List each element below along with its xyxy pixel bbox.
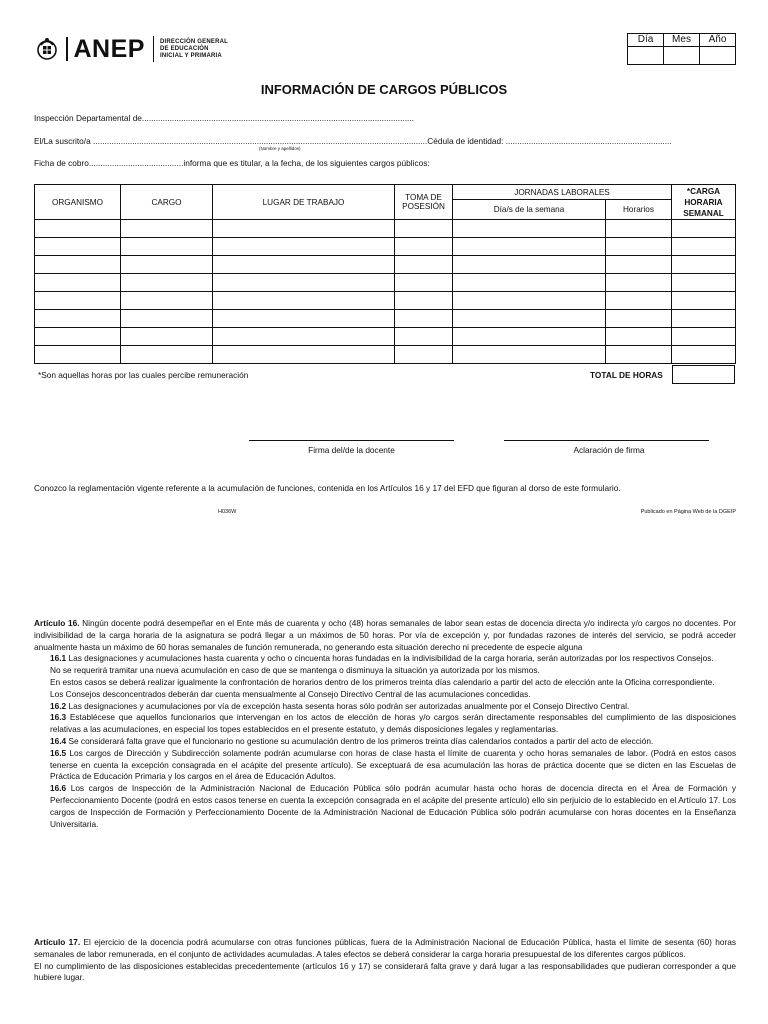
table-cell[interactable] <box>213 220 395 238</box>
table-row <box>35 238 736 256</box>
table-cell[interactable] <box>213 310 395 328</box>
table-cell[interactable] <box>672 292 736 310</box>
header-toma: TOMA DE POSESIÓN <box>395 185 453 220</box>
date-day-field[interactable] <box>628 47 664 65</box>
table-cell[interactable] <box>35 310 121 328</box>
table-cell[interactable] <box>35 346 121 364</box>
signature-label: Firma del/de la docente <box>308 445 395 455</box>
table-cell[interactable] <box>395 220 453 238</box>
cargos-table <box>34 184 736 364</box>
suscrito-field[interactable]: El/La suscrito/a .................................................................................................................................................Cédula de identidad: ........................................................................ <box>34 136 672 146</box>
header-jornadas: JORNADAS LABORALES <box>453 185 672 200</box>
table-cell[interactable] <box>121 310 213 328</box>
table-row <box>35 256 736 274</box>
date-year-field[interactable] <box>700 47 736 65</box>
table-row <box>35 220 736 238</box>
table-cell[interactable] <box>395 346 453 364</box>
date-label-month: Mes <box>664 34 700 47</box>
table-cell[interactable] <box>213 256 395 274</box>
table-cell[interactable] <box>213 346 395 364</box>
table-cell[interactable] <box>606 256 672 274</box>
inspeccion-field[interactable]: Inspección Departamental de...................................................................................................................... <box>34 113 414 123</box>
table-cell[interactable] <box>35 292 121 310</box>
table-cell[interactable] <box>35 238 121 256</box>
table-cell[interactable] <box>395 310 453 328</box>
table-note: *Son aquellas horas por las cuales percibe remuneración <box>38 370 249 380</box>
header-lugar: LUGAR DE TRABAJO <box>213 185 395 220</box>
table-cell[interactable] <box>453 310 606 328</box>
date-label-day: Día <box>628 34 664 47</box>
date-label-year: Año <box>700 34 736 47</box>
table-row <box>35 274 736 292</box>
table-row <box>35 328 736 346</box>
table-cell[interactable] <box>453 256 606 274</box>
table-row <box>35 310 736 328</box>
table-cell[interactable] <box>35 220 121 238</box>
table-row <box>35 346 736 364</box>
clarification-label: Aclaración de firma <box>573 445 645 455</box>
date-month-field[interactable] <box>664 47 700 65</box>
table-cell[interactable] <box>606 274 672 292</box>
table-cell[interactable] <box>672 220 736 238</box>
acknowledgement-text: Conozco la reglamentación vigente referente a la acumulación de funciones, contenida en los Artículos 16 y 17 del EFD que figuran al dorso de este formulario. <box>34 483 621 493</box>
table-cell[interactable] <box>606 220 672 238</box>
table-cell[interactable] <box>121 328 213 346</box>
table-cell[interactable] <box>395 328 453 346</box>
table-cell[interactable] <box>453 292 606 310</box>
table-cell[interactable] <box>606 310 672 328</box>
header-carga: *CARGA HORARIA SEMANAL <box>672 185 736 220</box>
total-label: TOTAL DE HORAS <box>590 370 663 380</box>
form-code: H036W <box>218 509 237 515</box>
table-cell[interactable] <box>213 328 395 346</box>
anep-logo <box>34 33 228 65</box>
logo-word: ANEP <box>73 34 145 63</box>
table-cell[interactable] <box>606 238 672 256</box>
table-cell[interactable] <box>453 346 606 364</box>
table-cell[interactable] <box>672 238 736 256</box>
table-cell[interactable] <box>453 238 606 256</box>
article-17: Artículo 17. El ejercicio de la docencia podrá acumularse con otras funciones públicas, fuera de la Administración Nacional de Educación Pública, hasta el límite de sesenta (60) horas semanales de labor remunerada, en el conjunto de actividades acumuladas. A tales efectos se deberá considerar la carga horaria presupuestal de los diferentes cargos públicos. El no cumplimiento de las disposiciones establecidas precedentemente (artículos 16 y 17) se considerará falta grave y dará lugar a las responsabilidades que pudieran corresponder a que hubiere lugar. <box>34 937 736 983</box>
table-cell[interactable] <box>453 328 606 346</box>
table-cell[interactable] <box>213 274 395 292</box>
table-cell[interactable] <box>121 220 213 238</box>
table-cell[interactable] <box>453 220 606 238</box>
table-cell[interactable] <box>395 274 453 292</box>
table-cell[interactable] <box>672 310 736 328</box>
table-cell[interactable] <box>395 238 453 256</box>
logo-divider <box>66 37 68 61</box>
table-cell[interactable] <box>213 292 395 310</box>
article-16-heading: Artículo 16. <box>34 618 80 628</box>
name-hint: (Nombre y apellidos) <box>259 146 301 151</box>
table-cell[interactable] <box>121 238 213 256</box>
header-dias: Día/s de la semana <box>453 200 606 220</box>
table-cell[interactable] <box>606 328 672 346</box>
article-17-heading: Artículo 17. <box>34 937 81 947</box>
table-cell[interactable] <box>395 256 453 274</box>
ficha-field[interactable]: Ficha de cobro.........................................informa que es titular, a la fecha, de los siguientes cargos públicos: <box>34 158 430 168</box>
table-cell[interactable] <box>672 328 736 346</box>
date-box <box>627 33 736 65</box>
table-cell[interactable] <box>606 346 672 364</box>
table-cell[interactable] <box>35 256 121 274</box>
table-cell[interactable] <box>606 292 672 310</box>
published-note: Publicado en Página Web de la DGEIP <box>640 509 736 515</box>
clarification-line <box>504 440 709 441</box>
page-title: INFORMACIÓN DE CARGOS PÚBLICOS <box>260 82 508 97</box>
table-cell[interactable] <box>395 292 453 310</box>
logo-subtitle: DIRECCIÓN GENERAL DE EDUCACIÓN INICIAL Y PRIMARIA <box>159 38 229 59</box>
table-cell[interactable] <box>121 346 213 364</box>
table-cell[interactable] <box>672 256 736 274</box>
header-horarios: Horarios <box>606 200 672 220</box>
signature-line <box>249 440 454 441</box>
table-cell[interactable] <box>672 274 736 292</box>
table-cell[interactable] <box>672 346 736 364</box>
table-cell[interactable] <box>213 238 395 256</box>
table-cell[interactable] <box>35 328 121 346</box>
table-cell[interactable] <box>121 256 213 274</box>
header-organismo: ORGANISMO <box>35 185 121 220</box>
logo-separator <box>153 36 154 62</box>
article-16: Artículo 16. Ningún docente podrá desempeñar en el Ente más de cuarenta y ocho (48) horas semanales de labor sean estas de docencia directa y/o indirecta y/o cargos no docentes. Por indivisibilidad de la carga horaria de la asignatura se podrá llegar a un máximos de 50 horas. Por vía de excepción y, por fundadas razones de interés del servicio, se podrá acceder anualmente hasta un máximo de 60 horas semanales de función remunerada, no generando esta situación derecho ni precedente de especie alguna 16.1 Las designaciones y acumulaciones hasta cuarenta y ocho o cincuenta horas fundadas en la indivisibilidad de la carga horaria, serán autorizadas por los respectivos Consejos. No se requerirá tramitar una nueva acumulación en caso de que se mantenga o disminuya la situación ya autorizada por los mismos. En estos casos se deberá realizar igualmente la confrontación de horarios dentro de los primeros treinta días calendario a partir del acto de elección ante la Oficina correspondiente. Los Consejos desconcentrados deberán dar cuenta mensualmente al Consejo Directivo Central de las acumulaciones concedidas. 16.2 Las designaciones y acumulaciones por vía de excepción hasta sesenta horas sólo podrán ser autorizadas anualmente por el Consejo Directivo Central. 16.3 Establécese que aquellos funcionarios que intervengan en los actos de elección de horas y/o cargos serán directamente responsables del cumplimiento de las disposiciones relativas a las acumulaciones, en especial los topes establecidos en el presente estatuto, y demás disposiciones legales y reglamentarias. 16.4 Se considerará falta grave que el funcionario no gestione su acumulación dentro de los primeros treinta días calendarios contados a partir del acto de elección. 16.5 Los cargos de Dirección y Subdirección solamente podrán acumularse con horas de clase hasta el límite de cuarenta y ocho horas semanales de labor. (Podrá en estos casos tenerse en cuenta la excepción consagrada en el acápite del presente artículo). Se exceptuará de esa acumulación las horas de práctica docente que se dicten en las Escuelas de Práctica de Educación Primaria y los cargos en el área de Educación Adultos. 16.6 Los cargos de Inspección de la Administración Nacional de Educación Pública sólo podrán acumular hasta ocho horas de docencia directa en el Área de Formación y Perfeccionamiento Docente (podrá en estos casos tenerse en cuenta la excepción consagrada en el acápite del presente artículo) ello sin perjuicio de lo establecido en el Artículo 17. Los cargos de Inspección de Formación y Perfeccionamiento Docente de la Administración Nacional de Educación Pública sólo podrán acumularse con horas docentes en la Enseñanza Universitaria. <box>34 618 736 829</box>
total-hours-field[interactable] <box>672 365 735 384</box>
table-cell[interactable] <box>121 292 213 310</box>
table-cell[interactable] <box>453 274 606 292</box>
header-cargo: CARGO <box>121 185 213 220</box>
table-cell[interactable] <box>35 274 121 292</box>
table-row <box>35 292 736 310</box>
coat-of-arms-icon <box>34 36 60 62</box>
table-cell[interactable] <box>121 274 213 292</box>
